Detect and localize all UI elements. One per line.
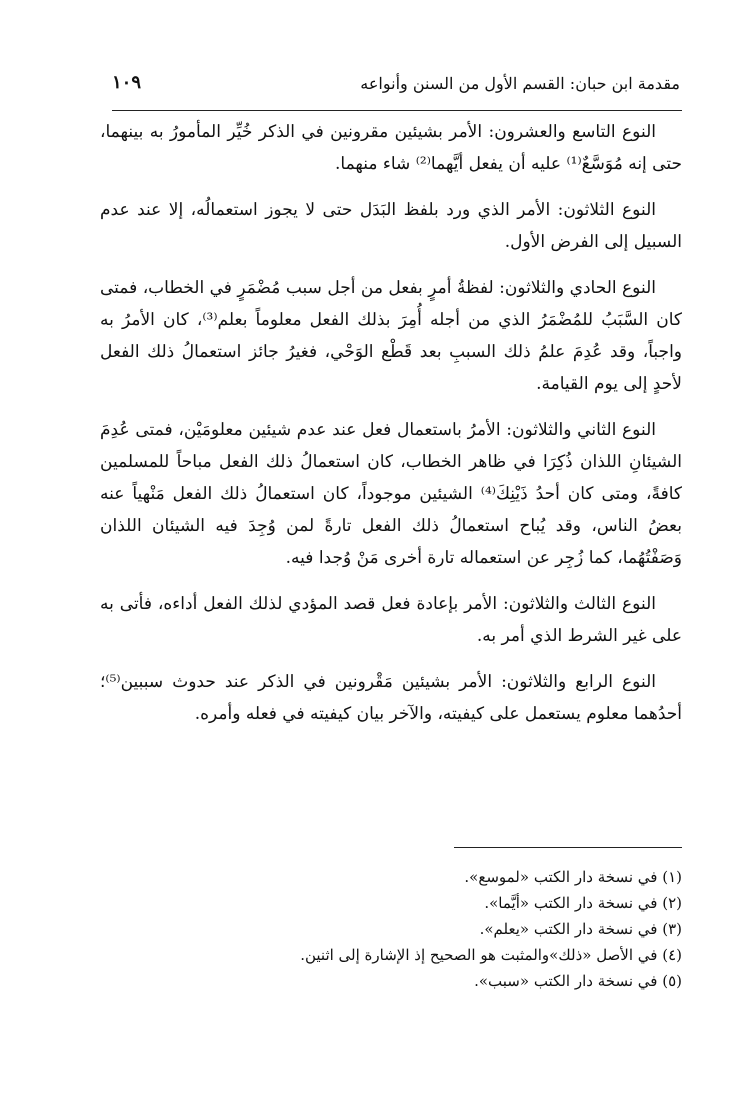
footnote: (٤) في الأصل «ذلك»والمثبت هو الصحيح إذ الإشارة إلى اثنين. [300, 946, 682, 964]
running-header [112, 70, 680, 104]
footnotes [120, 864, 682, 994]
main-text [100, 116, 682, 744]
footnote: (٢) في نسخة دار الكتب «أيَّما». [484, 894, 682, 912]
paragraph: النوع الرابع والثلاثون: الأمر بشيئين مَقْرونين في الذكر عند حدوث سببين⁽⁵⁾؛ أحدُهما معلوم يستعمل على كيفيته، والآخر بيان كيفيته في فعله وأمره. [100, 672, 682, 724]
paragraph: النوع الحادي والثلاثون: لفظةُ أمرٍ بفعل من أجل سبب مُضْمَرٍ في الخطاب، فمتى كان السَّبَبُ للمُضْمَرُ الذي من أجله أُمِرَ بذلك الفعل معلوماً بعلم⁽³⁾، كان الأمرُ به واجباً، وقد عُدِمَ علمُ ذلك السببِ بعد قَطْع الوَحْي، فغيرُ جائز استعمالُ ذلك الفعل لأحدٍ إلى يوم القيامة. [100, 278, 682, 394]
page-number: ١٠٩ [112, 72, 142, 93]
paragraph: النوع الثاني والثلاثون: الأمرُ باستعمال فعل عند عدم شيئين معلومَيْن، فمتى عُدِمَ الشيئانِ اللذان ذُكِرَا في ظاهر الخطاب، كان استعمالُ ذلك الفعل مباحاً للمسلمين كافةً، ومتى كان أحدُ ذَيْنِكَ⁽⁴⁾ الشيئين موجوداً، كان استعمالُ ذلك الفعل مَنْهياً عنه بعضُ الناس، وقد يُباح استعمالُ ذلك الفعل تارةً لمن وُجِدَ فيه الشيئان اللذان وَصَفْتُهُما، كما زُجِر عن استعماله تارة أخرى مَنْ وُجدا فيه. [100, 420, 683, 568]
footnote-divider [454, 847, 682, 848]
footnote: (٥) في نسخة دار الكتب «سبب». [474, 972, 682, 990]
paragraph: النوع الثلاثون: الأمر الذي ورد بلفظ البَدَل حتى لا يجوز استعمالُه، إلا عند عدم السبيل إلى الفرض الأول. [100, 200, 682, 252]
header-divider [112, 110, 682, 111]
paragraph: النوع التاسع والعشرون: الأمر بشيئين مقرونين في الذكر خُيِّر المأمورُ به بينهما، حتى إنه مُوَسَّعٌ⁽¹⁾ عليه أن يفعل أيَّهما⁽²⁾ شاء منهما. [100, 122, 682, 174]
paragraph: النوع الثالث والثلاثون: الأمر بإعادة فعل قصد المؤدي لذلك الفعل أداءه، فأتى به على غير الشرط الذي أمر به. [100, 594, 682, 646]
header-title: مقدمة ابن حبان: القسم الأول من السنن وأنواعه [360, 74, 680, 93]
footnote: (١) في نسخة دار الكتب «لموسع». [464, 868, 682, 886]
footnote: (٣) في نسخة دار الكتب «يعلم». [479, 920, 682, 938]
